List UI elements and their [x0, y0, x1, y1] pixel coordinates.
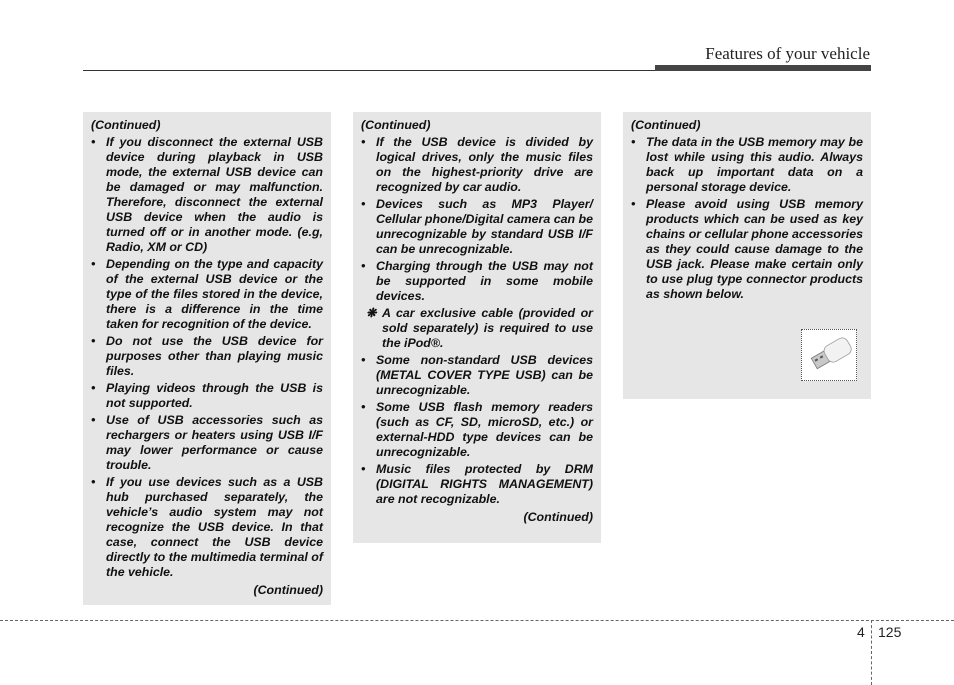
header-bar	[655, 65, 871, 71]
bullet-item	[91, 413, 323, 473]
page-number: 125	[878, 624, 902, 640]
bullet-list	[91, 135, 323, 580]
bullet-item	[631, 197, 863, 302]
bullet-text: Some USB flash memory readers (such as CF, SD, microSD, etc.) or external-HDD type devices can be unrecognizable.	[376, 400, 593, 459]
bullet-mark: •	[361, 400, 366, 414]
bullet-text: Please avoid using USB memory products which can be used as key chains or cellular phone accessories as they could cause damage to the USB jack. Please make certain only to use plug type connector products as shown below.	[646, 197, 863, 301]
bullet-text: Devices such as MP3 Player/ Cellular phone/Digital camera can be unrecognizable by standard USB I/F can be unrecognizable.	[376, 197, 593, 256]
bullet-mark: •	[91, 135, 96, 149]
note-item	[361, 306, 593, 351]
bullet-text: If you disconnect the external USB device during playback in USB mode, the external USB device can be damaged or may malfunction. Therefore, disconnect the external USB device when the audio is turned off or in another mode. (e.g, Radio, XM or CD)	[106, 135, 323, 254]
content-box-2	[353, 112, 601, 543]
bullet-item	[91, 257, 323, 332]
bullet-text: A car exclusive cable (provided or sold separately) is required to use the iPod®.	[382, 306, 593, 350]
bullet-item	[91, 135, 323, 255]
usb-stick-icon	[802, 330, 856, 380]
note-mark: ❋	[366, 306, 377, 320]
bullet-mark: •	[361, 462, 366, 476]
bullet-item	[361, 400, 593, 460]
footer-rule	[0, 620, 954, 621]
continued-footer: (Continued)	[523, 510, 593, 524]
bullet-item	[361, 197, 593, 257]
bullet-list	[361, 135, 593, 507]
bullet-mark: •	[91, 257, 96, 271]
bullet-item	[361, 135, 593, 195]
bullet-item	[631, 135, 863, 195]
content-box-1	[83, 112, 331, 605]
bullet-item	[361, 462, 593, 507]
continued-heading: (Continued)	[91, 118, 161, 132]
bullet-item	[361, 259, 593, 304]
bullet-mark: •	[91, 334, 96, 348]
continued-heading: (Continued)	[631, 118, 701, 132]
chapter-number: 4	[857, 624, 865, 640]
section-title: Features of your vehicle	[705, 44, 870, 63]
usb-stick-image	[801, 329, 857, 381]
bullet-text: Playing videos through the USB is not supported.	[106, 381, 323, 410]
bullet-mark: •	[631, 135, 636, 149]
bullet-text: Depending on the type and capacity of the external USB device or the type of the files stored in the device, there is a difference in the time taken for recognition of the device.	[106, 257, 323, 331]
bullet-text: Use of USB accessories such as rechargers or heaters using USB I/F may lower performance or cause trouble.	[106, 413, 323, 472]
continued-footer: (Continued)	[253, 583, 323, 597]
bullet-mark: •	[361, 135, 366, 149]
bullet-mark: •	[361, 259, 366, 273]
bullet-mark: •	[91, 381, 96, 395]
bullet-mark: •	[91, 475, 96, 489]
bullet-mark: •	[631, 197, 636, 211]
bullet-mark: •	[361, 197, 366, 211]
bullet-text: If you use devices such as a USB hub purchased separately, the vehicle’s audio system may not recognize the USB device. In that case, connect the USB device directly to the multimedia terminal of the vehicle.	[106, 475, 323, 579]
bullet-item	[361, 353, 593, 398]
footer-divider	[871, 620, 872, 685]
bullet-mark: •	[91, 413, 96, 427]
bullet-item	[91, 334, 323, 379]
bullet-item	[91, 381, 323, 411]
bullet-mark: •	[361, 353, 366, 367]
bullet-text: Do not use the USB device for purposes other than playing music files.	[106, 334, 323, 378]
bullet-text: Music files protected by DRM (DIGITAL RIGHTS MANAGEMENT) are not recognizable.	[376, 462, 593, 506]
bullet-text: Some non-standard USB devices (METAL COVER TYPE USB) can be unrecognizable.	[376, 353, 593, 397]
continued-heading: (Continued)	[361, 118, 431, 132]
bullet-text: The data in the USB memory may be lost while using this audio. Always back up important data on a personal storage device.	[646, 135, 863, 194]
bullet-list	[631, 135, 863, 302]
bullet-item	[91, 475, 323, 580]
bullet-text: Charging through the USB may not be supported in some mobile devices.	[376, 259, 593, 303]
bullet-text: If the USB device is divided by logical drives, only the music files on the highest-priority drive are recognized by car audio.	[376, 135, 593, 194]
